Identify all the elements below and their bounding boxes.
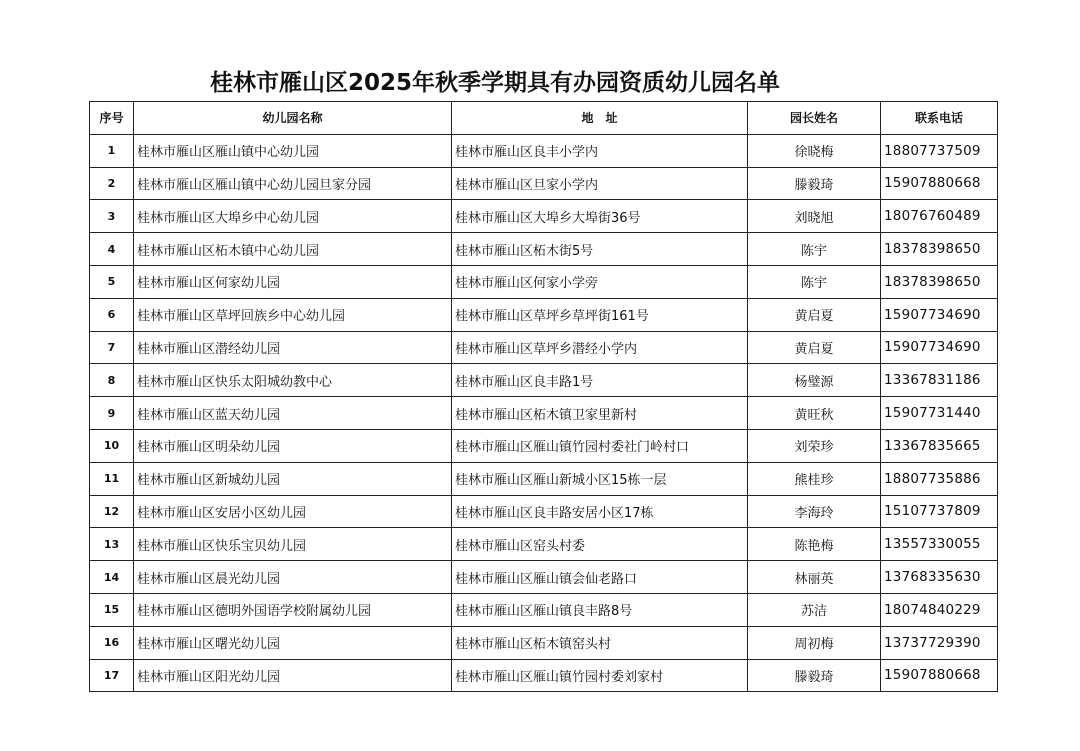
row-index: 1 [90,134,134,167]
contact-phone: 13737729390 [881,626,998,659]
principal-name: 刘荣珍 [748,429,881,462]
kindergarten-address: 桂林市雁山区窑头村委 [452,528,748,561]
contact-phone: 13367831186 [881,364,998,397]
contact-phone: 18074840229 [881,593,998,626]
kindergarten-address: 桂林市雁山区旦家小学内 [452,167,748,200]
kindergarten-name: 桂林市雁山区阳光幼儿园 [134,659,452,692]
principal-name: 黄启夏 [748,331,881,364]
row-index: 17 [90,659,134,692]
kindergarten-address: 桂林市雁山区良丰路安居小区17栋 [452,495,748,528]
kindergarten-name: 桂林市雁山区大埠乡中心幼儿园 [134,200,452,233]
kindergarten-name: 桂林市雁山区草坪回族乡中心幼儿园 [134,298,452,331]
contact-phone: 15107737809 [881,495,998,528]
table-row [90,200,998,233]
kindergarten-name: 桂林市雁山区快乐宝贝幼儿园 [134,528,452,561]
row-index: 3 [90,200,134,233]
kindergarten-name: 桂林市雁山区柘木镇中心幼儿园 [134,233,452,266]
principal-name: 陈艳梅 [748,528,881,561]
contact-phone: 15907734690 [881,331,998,364]
kindergarten-name: 桂林市雁山区雁山镇中心幼儿园 [134,134,452,167]
kindergarten-name: 桂林市雁山区新城幼儿园 [134,462,452,495]
contact-phone: 13367835665 [881,429,998,462]
table-row [90,429,998,462]
kindergarten-address: 桂林市雁山区良丰路1号 [452,364,748,397]
table-row [90,364,998,397]
principal-name: 黄旺秋 [748,397,881,430]
table-row [90,167,998,200]
header-address: 地 址 [452,102,748,135]
kindergarten-address: 桂林市雁山区大埠乡大埠街36号 [452,200,748,233]
row-index: 10 [90,429,134,462]
kindergarten-address: 桂林市雁山区柘木镇卫家里新村 [452,397,748,430]
contact-phone: 18378398650 [881,265,998,298]
principal-name: 陈宇 [748,265,881,298]
table-row [90,331,998,364]
row-index: 6 [90,298,134,331]
principal-name: 熊桂珍 [748,462,881,495]
principal-name: 苏洁 [748,593,881,626]
row-index: 8 [90,364,134,397]
principal-name: 滕毅琦 [748,659,881,692]
contact-phone: 18807737509 [881,134,998,167]
kindergarten-name: 桂林市雁山区蓝天幼儿园 [134,397,452,430]
kindergarten-name: 桂林市雁山区曙光幼儿园 [134,626,452,659]
table-row [90,233,998,266]
kindergarten-name: 桂林市雁山区德明外国语学校附属幼儿园 [134,593,452,626]
contact-phone: 15907880668 [881,167,998,200]
principal-name: 黄启夏 [748,298,881,331]
header-principal: 园长姓名 [748,102,881,135]
table-header-row [90,102,998,135]
header-name: 幼儿园名称 [134,102,452,135]
row-index: 15 [90,593,134,626]
contact-phone: 18378398650 [881,233,998,266]
row-index: 12 [90,495,134,528]
table-row [90,298,998,331]
kindergarten-address: 桂林市雁山区雁山新城小区15栋一层 [452,462,748,495]
principal-name: 周初梅 [748,626,881,659]
table-row [90,626,998,659]
kindergarten-address: 桂林市雁山区柘木街5号 [452,233,748,266]
kindergarten-address: 桂林市雁山区雁山镇会仙老路口 [452,561,748,594]
principal-name: 刘晓旭 [748,200,881,233]
kindergarten-name: 桂林市雁山区晨光幼儿园 [134,561,452,594]
row-index: 13 [90,528,134,561]
kindergarten-name: 桂林市雁山区明朵幼儿园 [134,429,452,462]
row-index: 9 [90,397,134,430]
table-row [90,265,998,298]
kindergarten-name: 桂林市雁山区快乐太阳城幼教中心 [134,364,452,397]
kindergarten-name: 桂林市雁山区雁山镇中心幼儿园旦家分园 [134,167,452,200]
row-index: 5 [90,265,134,298]
contact-phone: 13768335630 [881,561,998,594]
table-row [90,462,998,495]
kindergarten-name: 桂林市雁山区潜经幼儿园 [134,331,452,364]
table-row [90,528,998,561]
kindergarten-address: 桂林市雁山区雁山镇良丰路8号 [452,593,748,626]
kindergarten-address: 桂林市雁山区柘木镇窑头村 [452,626,748,659]
contact-phone: 13557330055 [881,528,998,561]
principal-name: 陈宇 [748,233,881,266]
kindergarten-address: 桂林市雁山区何家小学旁 [452,265,748,298]
contact-phone: 18076760489 [881,200,998,233]
row-index: 7 [90,331,134,364]
table-row [90,593,998,626]
kindergarten-name: 桂林市雁山区何家幼儿园 [134,265,452,298]
row-index: 4 [90,233,134,266]
contact-phone: 18807735886 [881,462,998,495]
header-index: 序号 [90,102,134,135]
principal-name: 李海玲 [748,495,881,528]
contact-phone: 15907880668 [881,659,998,692]
kindergarten-address: 桂林市雁山区雁山镇竹园村委刘家村 [452,659,748,692]
table-row [90,134,998,167]
document-title: 桂林市雁山区2025年秋季学期具有办园资质幼儿园名单 [209,70,780,96]
contact-phone: 15907734690 [881,298,998,331]
principal-name: 滕毅琦 [748,167,881,200]
kindergarten-table [89,101,998,692]
principal-name: 徐晓梅 [748,134,881,167]
kindergarten-name: 桂林市雁山区安居小区幼儿园 [134,495,452,528]
contact-phone: 15907731440 [881,397,998,430]
row-index: 2 [90,167,134,200]
kindergarten-address: 桂林市雁山区草坪乡潜经小学内 [452,331,748,364]
table-row [90,659,998,692]
row-index: 14 [90,561,134,594]
principal-name: 林丽英 [748,561,881,594]
principal-name: 杨璧源 [748,364,881,397]
kindergarten-address: 桂林市雁山区草坪乡草坪街161号 [452,298,748,331]
row-index: 16 [90,626,134,659]
table-row [90,397,998,430]
kindergarten-address: 桂林市雁山区雁山镇竹园村委社门岭村口 [452,429,748,462]
table-row [90,495,998,528]
kindergarten-address: 桂林市雁山区良丰小学内 [452,134,748,167]
row-index: 11 [90,462,134,495]
table-row [90,561,998,594]
header-phone: 联系电话 [881,102,998,135]
table-body [90,134,998,692]
